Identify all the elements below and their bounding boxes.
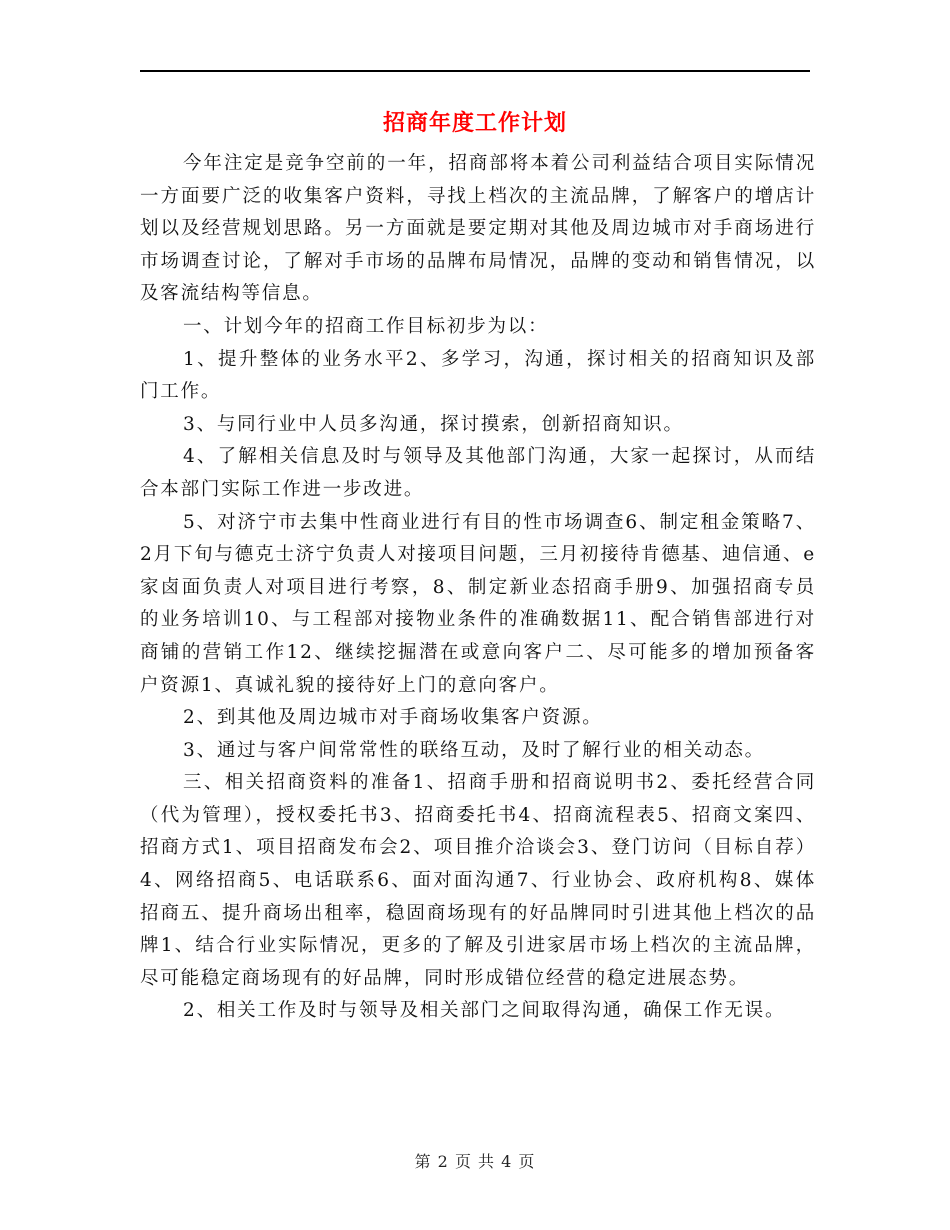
paragraph-client-3: 3、通过与客户间常常性的联络互动，及时了解行业的相关动态。	[183, 739, 765, 761]
paragraph-goal-5-12: 5、对济宁市去集中性商业进行有目的性市场调查6、制定租金策略7、2月下旬与德克士济宁负责人对接项目问题，三月初接待肯德基、迪信通、e家卤面负责人对项目进行考察，8、制定新业态招商手册9、加强招商专员的业务培训10、与工程部对接物业条件的准确数据11、配合销售部进行对商铺的营销工作12、继续挖掘潜在或意向客户二、尽可能多的增加预备客户资源1、真诚礼貌的接待好上门的意向客户。	[140, 511, 816, 696]
paragraph-goal-1-2: 1、提升整体的业务水平2、多学习，沟通，探讨相关的招商知识及部门工作。	[140, 348, 816, 403]
paragraph-section-3-5: 三、相关招商资料的准备1、招商手册和招商说明书2、委托经营合同（代为管理），授权委托书3、招商委托书4、招商流程表5、招商文案四、招商方式1、项目招商发布会2、项目推介洽谈会3、登门访问（目标自荐）4、网络招商5、电话联系6、面对面沟通7、行业协会、政府机构8、媒体招商五、提升商场出租率，稳固商场现有的好品牌同时引进其他上档次的品牌1、结合行业实际情况，更多的了解及引进家居市场上档次的主流品牌，尽可能稳定商场现有的好品牌，同时形成错位经营的稳定进展态势。	[140, 772, 816, 989]
document-body	[140, 148, 816, 1028]
paragraph-intro: 今年注定是竞争空前的一年，招商部将本着公司利益结合项目实际情况一方面要广泛的收集客户资料，寻找上档次的主流品牌，了解客户的增店计划以及经营规划思路。另一方面就是要定期对其他及周边城市对手商场进行市场调查讨论，了解对手市场的品牌布局情况，品牌的变动和销售情况，以及客流结构等信息。	[140, 153, 816, 305]
paragraph-final: 2、相关工作及时与领导及相关部门之间取得沟通，确保工作无误。	[183, 1000, 786, 1022]
paragraph-client-2: 2、到其他及周边城市对手商场收集客户资源。	[183, 707, 603, 729]
paragraph-goal-3: 3、与同行业中人员多沟通，探讨摸索，创新招商知识。	[183, 413, 684, 435]
header-divider	[140, 70, 810, 72]
document-title: 招商年度工作计划	[382, 110, 567, 136]
page-number-footer: 第 2 页 共 4 页	[414, 1152, 536, 1171]
paragraph-goal-4: 4、了解相关信息及时与领导及其他部门沟通，大家一起探讨，从而结合本部门实际工作进一步改进。	[140, 446, 816, 500]
paragraph-section-1-heading: 一、计划今年的招商工作目标初步为以：	[183, 315, 549, 337]
